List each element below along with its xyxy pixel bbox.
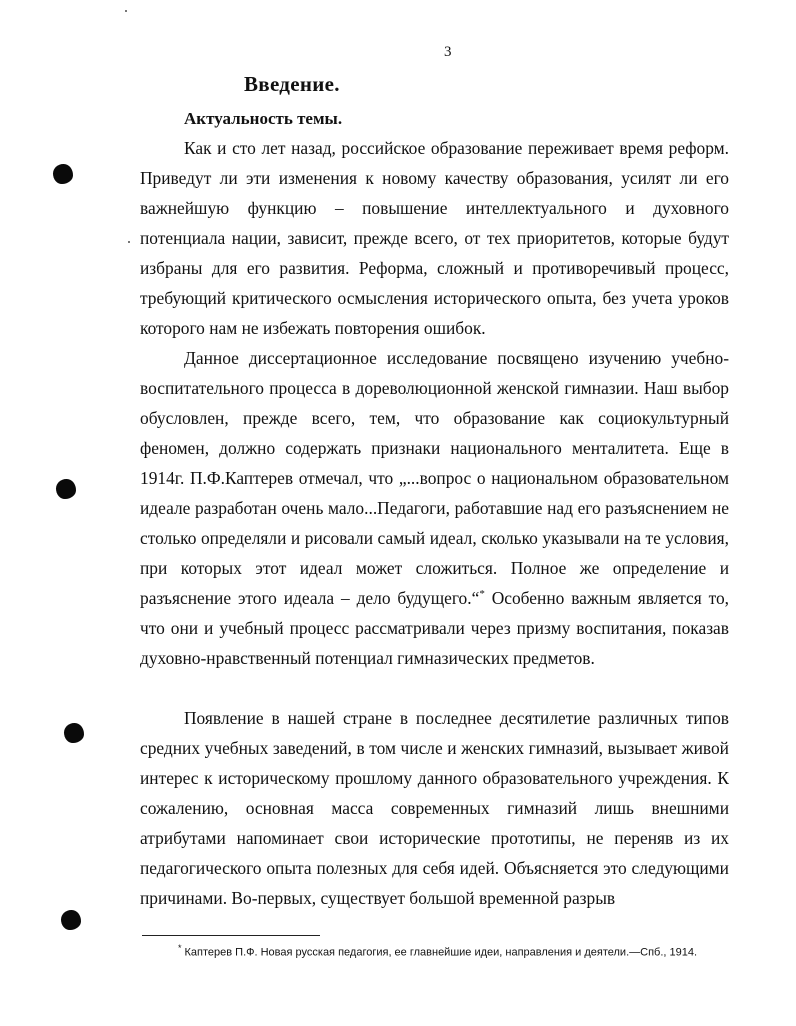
page-title: Введение. [244, 72, 340, 96]
footnote-mark: * [178, 943, 182, 953]
scan-speck [125, 10, 127, 12]
binding-hole-mark [53, 164, 73, 184]
scan-speck [128, 241, 130, 243]
footnote [178, 943, 697, 959]
binding-hole-mark [64, 723, 84, 743]
section-heading: Актуальность темы. [184, 109, 343, 128]
binding-hole-mark [61, 910, 81, 930]
paragraph-text-after-footnote: Особенно важным является то, что они и учебный процесс рассматривали через призму воспитания, показав духовно-нравственный потенциал гимназических предметов. [140, 588, 730, 668]
binding-hole-mark [56, 479, 76, 499]
footnote-text: Каптерев П.Ф. Новая русская педагогия, ее главнейшие идеи, направления и деятели.—Спб., 1914. [184, 946, 698, 959]
footnote-reference-mark: * [479, 588, 485, 601]
footnote-divider [142, 935, 320, 936]
paragraph-research-subject [140, 343, 729, 673]
page-number: 3 [444, 44, 452, 60]
paragraph-relevance: Как и сто лет назад, российское образование переживает время реформ. Приведут ли эти изменения к новому качеству образования, усилят ли его важнейшую функцию – повышение интеллектуального и духовного потенциала нации, зависит, прежде всего, от тех приоритетов, которые будут избраны для его развития. Реформа, сложный и противоречивый процесс, требующий критического осмысления исторического опыта, без учета уроков которого нам не избежать повторения ошибок. [140, 138, 729, 338]
paragraph-text-before-footnote: Данное диссертационное исследование посвящено изучению учебно-воспитательного процесса в дореволюционной женской гимназии. Наш выбор обусловлен, прежде всего, тем, что образование как социокультурный феномен, должно содержать признаки национального менталитета. Еще в 1914г. П.Ф.Каптерев отмечал, что „...вопрос о национальном образовательном идеале разработан очень мало...Педагоги, работавшие над его разъяснением не столько определяли и рисовали самый идеал, сколько указывали на те условия, при которых этот идеал может сложиться. Полное же определение и разъяснение этого идеала – дело будущего.“ [140, 348, 729, 608]
paragraph-modern-gymnasiums: Появление в нашей стране в последнее десятилетие различных типов средних учебных заведений, в том числе и женских гимназий, вызывает живой интерес к историческому прошлому данного образовательного учреждения. К сожалению, основная масса современных гимназий лишь внешними атрибутами напоминает свои исторические прототипы, не переняв из их педагогического опыта полезных для себя идей. Объясняется это следующими причинами. Во-первых, существует большой временной разрыв [140, 708, 729, 908]
